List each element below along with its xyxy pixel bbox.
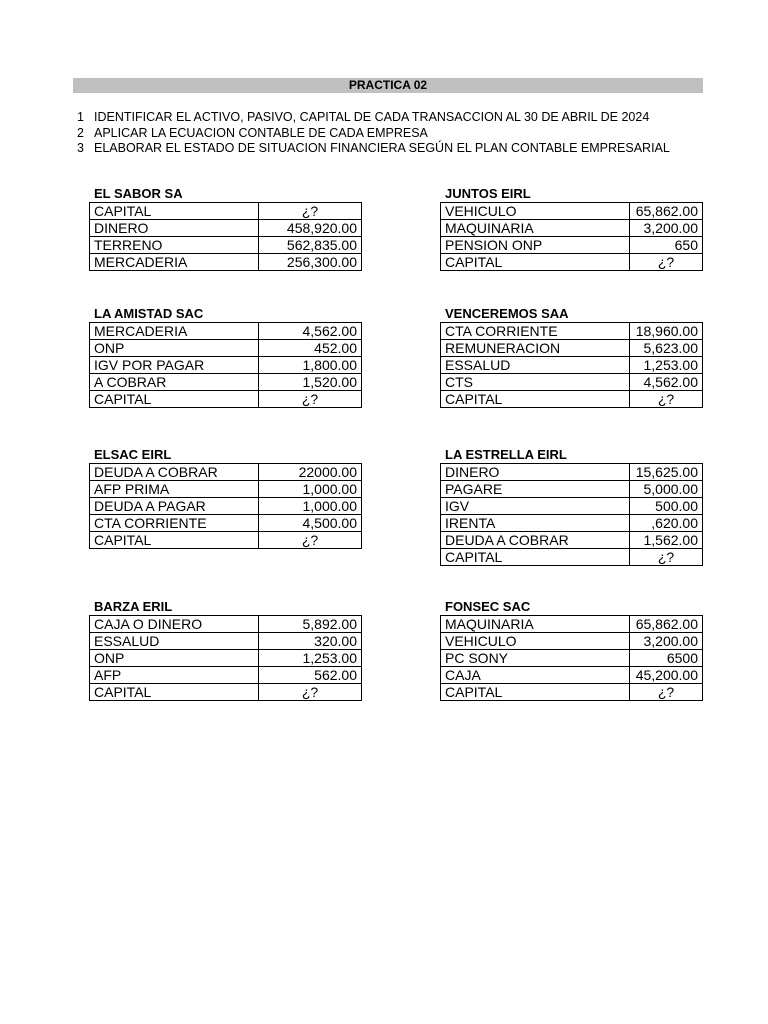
account-label-cell: IRENTA (441, 515, 630, 532)
account-label-cell: PENSION ONP (441, 237, 630, 254)
account-label-cell: VEHICULO (441, 633, 630, 650)
account-label-cell: CAPITAL (90, 203, 259, 220)
account-value-cell: 1,253.00 (259, 650, 362, 667)
instruction-item (77, 141, 670, 157)
account-label-cell: VEHICULO (441, 203, 630, 220)
account-label-cell: DEUDA A COBRAR (90, 464, 259, 481)
company-block-la-estrella (440, 447, 703, 566)
account-label-cell: CAPITAL (441, 391, 630, 408)
account-label-cell: CAPITAL (90, 532, 259, 549)
account-label-cell: IGV (441, 498, 630, 515)
table-row (441, 237, 703, 254)
account-value-cell: 1,562.00 (630, 532, 703, 549)
account-value-cell: 1,800.00 (259, 357, 362, 374)
page-title: PRACTICA 02 (73, 78, 703, 93)
account-value-cell: 650 (630, 237, 703, 254)
account-label-cell: DEUDA A COBRAR (441, 532, 630, 549)
table-row (90, 498, 362, 515)
table-row (90, 323, 362, 340)
account-label-cell: ESSALUD (441, 357, 630, 374)
table-row (441, 340, 703, 357)
table-row (441, 203, 703, 220)
account-value-cell: 3,200.00 (630, 220, 703, 237)
account-label-cell: CTS (441, 374, 630, 391)
account-label-cell: CTA CORRIENTE (90, 515, 259, 532)
account-label-cell: CAJA (441, 667, 630, 684)
account-value-cell: 452.00 (259, 340, 362, 357)
table-row (441, 498, 703, 515)
table-row (441, 684, 703, 701)
table-row (441, 464, 703, 481)
company-name: JUNTOS EIRL (445, 186, 531, 201)
table-row (90, 237, 362, 254)
table-row (441, 374, 703, 391)
account-value-cell: 65,862.00 (630, 616, 703, 633)
account-label-cell: AFP (90, 667, 259, 684)
table-row (441, 532, 703, 549)
table-row (90, 254, 362, 271)
instruction-number: 3 (77, 141, 84, 155)
table-row (441, 357, 703, 374)
account-label-cell: AFP PRIMA (90, 481, 259, 498)
table-row (441, 254, 703, 271)
table-row (90, 391, 362, 408)
account-label-cell: IGV POR PAGAR (90, 357, 259, 374)
table-row (90, 616, 362, 633)
account-value-cell: 458,920.00 (259, 220, 362, 237)
table-row (441, 391, 703, 408)
account-label-cell: CAJA O DINERO (90, 616, 259, 633)
company-name: LA AMISTAD SAC (94, 306, 204, 321)
account-label-cell: A COBRAR (90, 374, 259, 391)
instruction-number: 2 (77, 125, 84, 140)
account-value-cell: ¿? (630, 254, 703, 271)
account-table (89, 615, 362, 701)
company-name: EL SABOR SA (94, 186, 183, 201)
account-value-cell: 15,625.00 (630, 464, 703, 481)
instruction-text: IDENTIFICAR EL ACTIVO, PASIVO, CAPITAL DE CADA TRANSACCION AL 30 DE ABRIL DE 2024 (94, 110, 650, 124)
account-label-cell: DEUDA A PAGAR (90, 498, 259, 515)
table-row (441, 481, 703, 498)
account-value-cell: 1,253.00 (630, 357, 703, 374)
table-row (90, 667, 362, 684)
account-value-cell: ¿? (259, 391, 362, 408)
account-value-cell: 5,000.00 (630, 481, 703, 498)
table-row (441, 650, 703, 667)
account-label-cell: CAPITAL (90, 391, 259, 408)
account-table (440, 202, 703, 271)
account-label-cell: MAQUINARIA (441, 616, 630, 633)
company-name: VENCEREMOS SAA (445, 306, 569, 321)
account-label-cell: CAPITAL (441, 549, 630, 566)
account-value-cell: ¿? (630, 549, 703, 566)
company-block-juntos (440, 186, 703, 271)
account-value-cell: 562.00 (259, 667, 362, 684)
company-name: BARZA ERIL (94, 599, 173, 614)
account-label-cell: ONP (90, 650, 259, 667)
table-row (90, 220, 362, 237)
company-block-la-amistad (89, 306, 362, 408)
table-row (90, 650, 362, 667)
table-row (90, 481, 362, 498)
account-label-cell: MERCADERIA (90, 254, 259, 271)
instruction-number: 1 (77, 110, 84, 124)
account-table (440, 615, 703, 701)
table-row (90, 340, 362, 357)
account-table (89, 463, 362, 549)
table-row (441, 220, 703, 237)
account-value-cell: 5,892.00 (259, 616, 362, 633)
account-value-cell: 4,562.00 (259, 323, 362, 340)
account-label-cell: MAQUINARIA (441, 220, 630, 237)
account-label-cell: CAPITAL (90, 684, 259, 701)
account-label-cell: REMUNERACION (441, 340, 630, 357)
table-row (90, 633, 362, 650)
table-row (90, 515, 362, 532)
account-table (440, 463, 703, 566)
account-value-cell: 562,835.00 (259, 237, 362, 254)
account-value-cell: 1,520.00 (259, 374, 362, 391)
account-label-cell: PC SONY (441, 650, 630, 667)
table-row (441, 323, 703, 340)
account-label-cell: ONP (90, 340, 259, 357)
account-value-cell: ¿? (259, 532, 362, 549)
table-row (90, 357, 362, 374)
instruction-item (77, 126, 670, 142)
account-value-cell: ¿? (630, 391, 703, 408)
table-row (441, 616, 703, 633)
instruction-text: APLICAR LA ECUACION CONTABLE DE CADA EMPRESA (94, 125, 428, 140)
account-value-cell: 4,500.00 (259, 515, 362, 532)
account-value-cell: ¿? (630, 684, 703, 701)
account-label-cell: CTA CORRIENTE (441, 323, 630, 340)
company-block-barza (89, 599, 362, 701)
account-value-cell: ,620.00 (630, 515, 703, 532)
instruction-item (77, 110, 670, 126)
account-value-cell: ¿? (259, 203, 362, 220)
account-value-cell: 45,200.00 (630, 667, 703, 684)
account-value-cell: 22000.00 (259, 464, 362, 481)
account-value-cell: 4,562.00 (630, 374, 703, 391)
account-table (89, 322, 362, 408)
account-label-cell: ESSALUD (90, 633, 259, 650)
table-row (441, 515, 703, 532)
account-value-cell: 65,862.00 (630, 203, 703, 220)
account-label-cell: CAPITAL (441, 684, 630, 701)
account-label-cell: MERCADERIA (90, 323, 259, 340)
account-value-cell: 1,000.00 (259, 498, 362, 515)
company-name: FONSEC SAC (445, 599, 531, 614)
company-name: ELSAC EIRL (94, 447, 172, 462)
table-row (90, 464, 362, 481)
account-value-cell: 6500 (630, 650, 703, 667)
company-block-el-sabor (89, 186, 362, 271)
company-block-elsac (89, 447, 362, 549)
table-row (441, 667, 703, 684)
company-block-venceremos (440, 306, 703, 408)
account-value-cell: 500.00 (630, 498, 703, 515)
account-label-cell: PAGARE (441, 481, 630, 498)
table-row (441, 549, 703, 566)
table-row (90, 532, 362, 549)
account-value-cell: 5,623.00 (630, 340, 703, 357)
account-value-cell: 3,200.00 (630, 633, 703, 650)
account-label-cell: DINERO (441, 464, 630, 481)
account-label-cell: CAPITAL (441, 254, 630, 271)
account-value-cell: 18,960.00 (630, 323, 703, 340)
company-block-fonsec (440, 599, 703, 701)
table-row (90, 684, 362, 701)
table-row (441, 633, 703, 650)
account-label-cell: TERRENO (90, 237, 259, 254)
company-name: LA ESTRELLA EIRL (445, 447, 567, 462)
instructions-list (77, 110, 670, 157)
account-table (440, 322, 703, 408)
table-row (90, 374, 362, 391)
table-row (90, 203, 362, 220)
account-value-cell: 256,300.00 (259, 254, 362, 271)
account-value-cell: 320.00 (259, 633, 362, 650)
account-label-cell: DINERO (90, 220, 259, 237)
instruction-text: ELABORAR EL ESTADO DE SITUACION FINANCIERA SEGÚN EL PLAN CONTABLE EMPRESARIAL (94, 141, 670, 155)
account-value-cell: 1,000.00 (259, 481, 362, 498)
account-table (89, 202, 362, 271)
account-value-cell: ¿? (259, 684, 362, 701)
